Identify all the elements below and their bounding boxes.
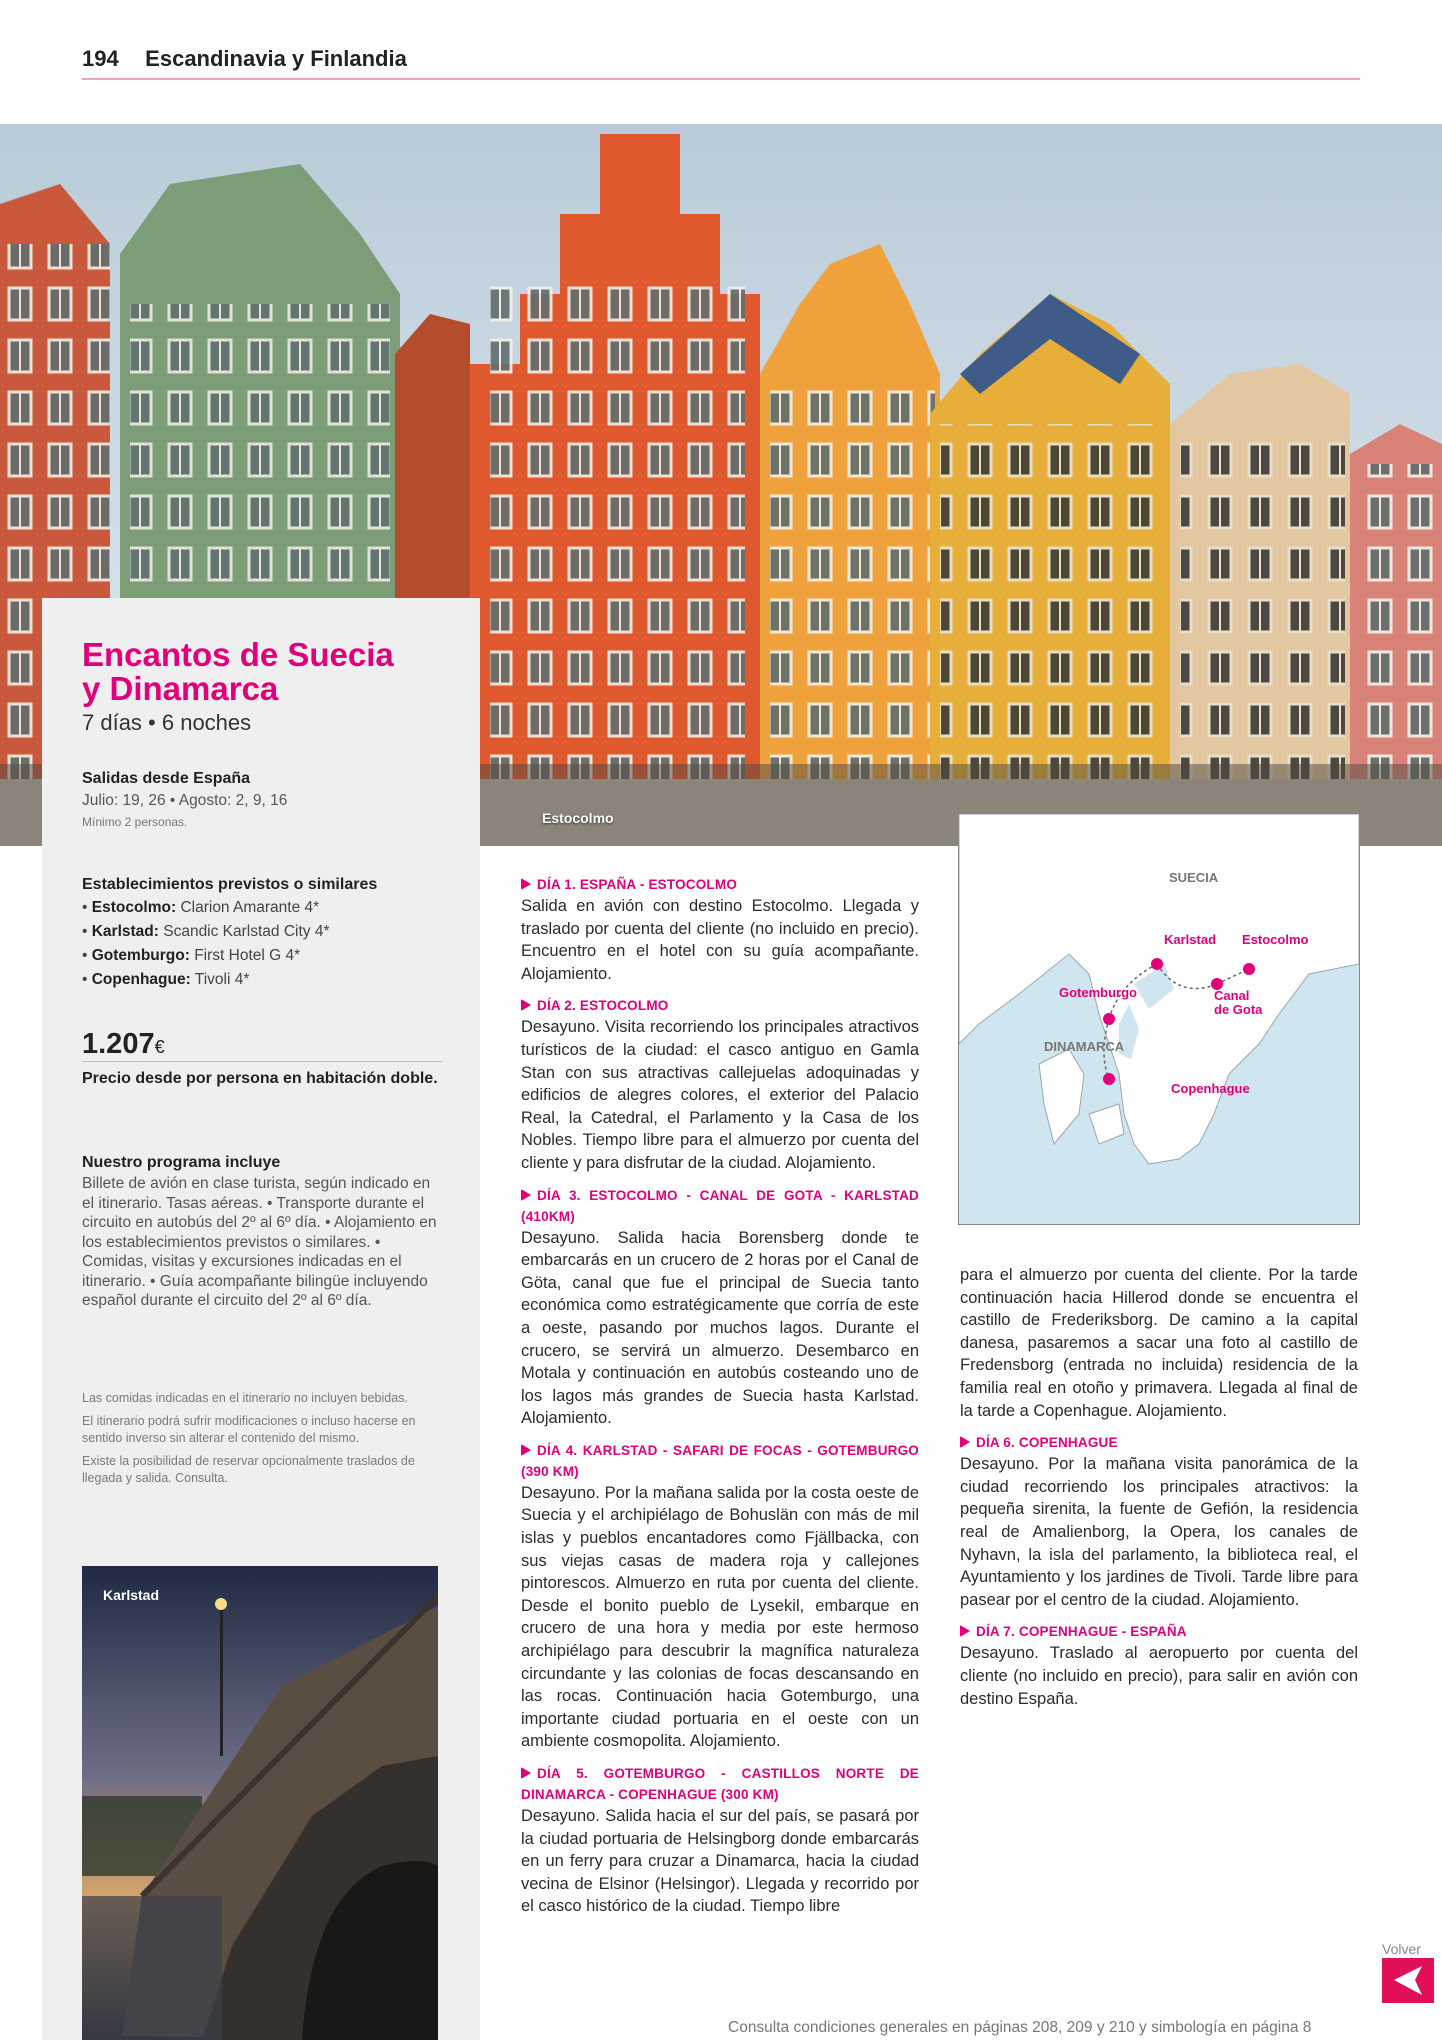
note-itinerary: El itinerario podrá sufrir modificaciones o incluso hacerse en sentido inverso sin alterar el contenido del mismo. [82, 1414, 416, 1445]
arrow-icon [521, 1444, 531, 1456]
day-heading: DÍA 7. COPENHAGUE - ESPAÑA [960, 1621, 1358, 1642]
day-heading: DÍA 2. ESTOCOLMO [521, 995, 919, 1016]
day-text: Salida en avión con destino Estocolmo. Llegada y traslado por cuenta del cliente (no incluido en precio). Encuentro en el hotel con su guía acompañante. Alojamiento. [521, 897, 919, 983]
route-map [958, 813, 1360, 1225]
map-city-gotemburgo: Gotemburgo [1059, 985, 1137, 1000]
map-city-estocolmo: Estocolmo [1242, 932, 1309, 947]
day-heading: DÍA 3. ESTOCOLMO - CANAL DE GOTA - KARLSTAD (410KM) [521, 1187, 919, 1224]
day-text: Desayuno. Salida hacia el sur del país, se pasará por la ciudad portuaria de Helsingborg donde embarcarás en un ferry para cruzar a Dinamarca, hacia la ciudad vecina de Elsinor (Helsingor). Llegada y recorrido por el casco histórico de la ciudad. Tiempo libre [521, 1807, 919, 1916]
day-text: Desayuno. Por la mañana visita panorámica de la ciudad recorriendo los principales atractivos: la pequeña sirenita, la fuente de Gefión, la residencia real de Amalienborg, la Opera, los canales de Nyhavn, la isla del parlamento, la biblioteca real, el Ayuntamiento y los jardines de Tivoli. Tarde libre para pasear por el centro de la ciudad. Alojamiento. [960, 1455, 1358, 1609]
itinerary-column-2 [960, 1264, 1358, 1710]
price-note: Precio desde por persona en habitación doble. [82, 1070, 438, 1087]
tour-price: 1.207€ [82, 1028, 442, 1062]
hotel-item: • Copenhague: Tivoli 4* [82, 971, 250, 988]
itinerary-column-1 [521, 874, 919, 1918]
map-label-dinamarca: DINAMARCA [1044, 1039, 1125, 1054]
arrow-icon [521, 999, 531, 1011]
back-label: Volver [1382, 1941, 1421, 1957]
tour-duration: 7 días • 6 noches [82, 710, 252, 735]
note-meals: Las comidas indicadas en el itinerario no incluyen bebidas. [82, 1391, 408, 1405]
scandinavia-map [959, 814, 1359, 1224]
departures-heading: Salidas desde España [82, 770, 251, 787]
footer-conditions: Consulta condiciones generales en páginas 208, 209 y 210 y simbología en página 8 [728, 2019, 1312, 2036]
day-heading: DÍA 4. KARLSTAD - SAFARI DE FOCAS - GOTEMBURGO (390 KM) [521, 1442, 919, 1479]
arrow-icon [521, 1189, 531, 1201]
hotel-item: • Gotemburgo: First Hotel G 4* [82, 947, 301, 964]
back-button[interactable] [1382, 1958, 1434, 2003]
map-city-copenhague: Copenhague [1171, 1081, 1250, 1096]
day-text: Desayuno. Traslado al aeropuerto por cuenta del cliente (no incluido en precio), para salir en avión con destino España. [960, 1644, 1358, 1708]
page-header [82, 46, 1360, 80]
arrow-icon [521, 878, 531, 890]
stone-bridge-image [82, 1566, 438, 2040]
day-text: Desayuno. Por la mañana salida por la costa oeste de Suecia y el archipiélago de Bohuslän con más de mil islas y pueblos encantadores como Fjällbacka, con sus viejas casas de madera roja y callejones pintorescos. Almuerzo en ruta por cuenta del cliente. Desde el bonito pueblo de Lysekil, embarque en crucero de una hora y media por este hermoso archipiélago para descubrir la magnífica naturaleza circundante y las colonias de focas descansando en las rocas. Continuación hacia Gotemburgo, una importante ciudad portuaria en el oeste con un ambiente cosmopolita. Alojamiento. [521, 1483, 919, 1751]
karlstad-caption: Karlstad [103, 1587, 160, 1603]
day-heading: DÍA 1. ESPAÑA - ESTOCOLMO [521, 874, 919, 895]
note-transfers: Existe la posibilidad de reservar opcionalmente traslados de llegada y salida. Consulta. [82, 1454, 415, 1485]
day-heading: DÍA 5. GOTEMBURGO - CASTILLOS NORTE DE DINAMARCA - COPENHAGUE (300 KM) [521, 1766, 919, 1802]
day-heading: DÍA 6. COPENHAGUE [960, 1432, 1358, 1453]
section-title: Escandinavia y Finlandia [145, 46, 407, 71]
hotels-heading: Establecimientos previstos o similares [82, 876, 378, 893]
arrow-icon [960, 1625, 970, 1637]
day-text: Desayuno. Visita recorriendo los principales atractivos turísticos de la ciudad: el casco antiguo en Gamla Stan con sus atractivas callejuelas adoquinadas y edificios de alegres colores, el exterior del Palacio Real, la Catedral, el Parlamento y la Casa de los Nobles. Tiempo libre para el almuerzo por cuenta del cliente y para disfrutar de la ciudad. Alojamiento. [521, 1018, 919, 1172]
hotel-item: • Karlstad: Scandic Karlstad City 4* [82, 923, 330, 940]
tour-title-line1: Encantos de Suecia [82, 636, 394, 673]
page-number: 194 [82, 46, 119, 71]
map-city-karlstad: Karlstad [1164, 932, 1217, 947]
arrow-icon [960, 1436, 970, 1448]
tour-title-line2: y Dinamarca [82, 670, 279, 707]
minimum-persons: Mínimo 2 personas. [82, 815, 188, 829]
day-text: para el almuerzo por cuenta del cliente. Por la tarde continuación hacia Hillerod donde se encuentra el castillo de Frederiksborg. De camino a la capital danesa, pasaremos a sacar una foto al castillo de Fredensborg (entrada no incluida) residencia de la familia real en otoño y primavera. Llegada al final de la tarde a Copenhague. Alojamiento. [960, 1266, 1358, 1420]
map-canal-line1: Canal [1214, 988, 1250, 1003]
includes-text: Billete de avión en clase turista, según indicado en el itinerario. Tasas aéreas. • Transporte durante el circuito en autobús del 2º al 6º día. • Alojamiento en los establecimientos previstos o similares. • Comidas, visitas y excursiones indicadas en el itinerario. • Guía acompañante bilingüe incluyendo español durante el circuito del 2º al 6º día. [82, 1175, 437, 1309]
departures-dates: Julio: 19, 26 • Agosto: 2, 9, 16 [82, 792, 288, 809]
karlstad-photo [82, 1566, 438, 2040]
map-label-suecia: SUECIA [1169, 870, 1219, 885]
day-text: Desayuno. Salida hacia Borensberg donde te embarcarás en un crucero de 2 horas por el Canal de Göta, canal que fue el principal de Suecia tanto económica como estratégicamente que corría de este a oeste, pasando por muchos lagos. Durante el crucero, se servirá un almuerzo. Desembarco en Motala y continuación en autobús costeando uno de los lagos más grandes de Suecia hasta Karlstad. Alojamiento. [521, 1228, 919, 1428]
hero-caption: Estocolmo [542, 810, 614, 826]
hotel-item: • Estocolmo: Clarion Amarante 4* [82, 899, 320, 916]
arrow-icon [521, 1767, 531, 1779]
map-canal-line2: de Gota [1214, 1002, 1263, 1017]
back-arrow-icon [1382, 1958, 1434, 2003]
includes-heading: Nuestro programa incluye [82, 1154, 281, 1171]
